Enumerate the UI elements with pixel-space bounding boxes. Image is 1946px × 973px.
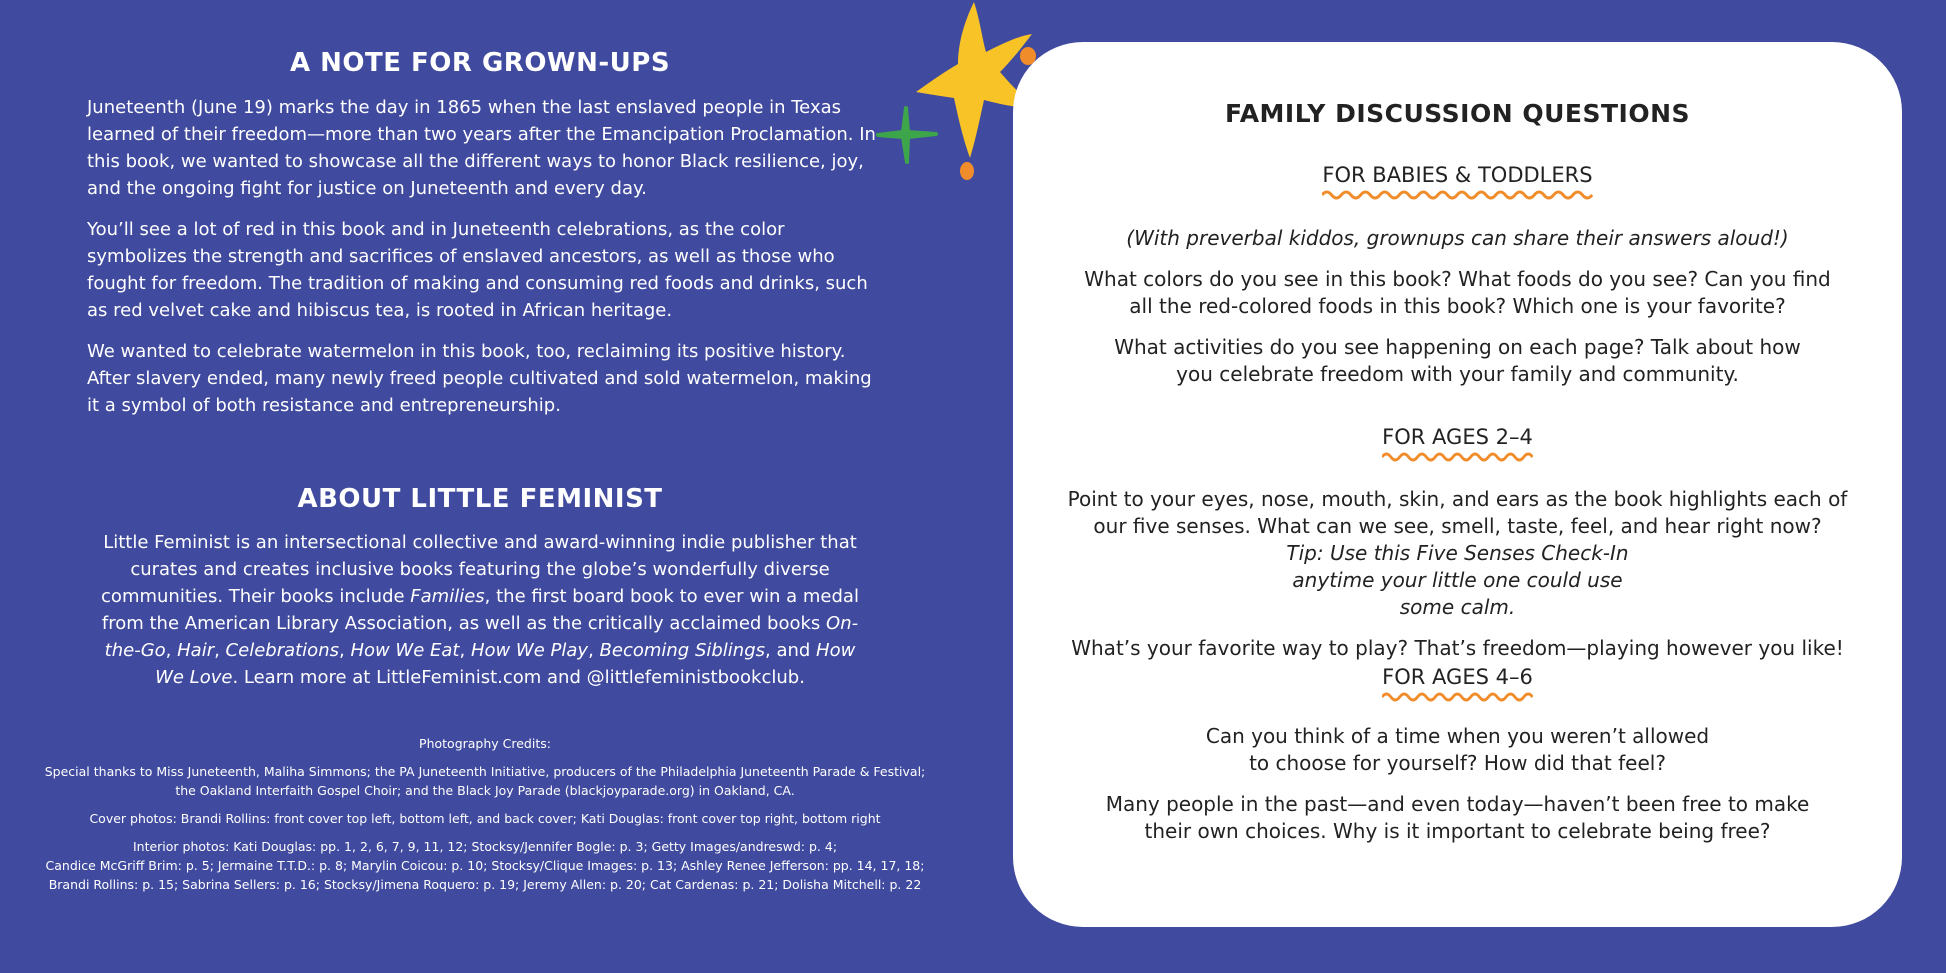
- left-column: [0, 0, 960, 973]
- ages-4-6-question-2: Many people in the past—and even today—haven’t been free to make their own choices. Why is it important to celebrate being free?: [1105, 792, 1810, 843]
- heading-text: FOR AGES 2–4: [1382, 425, 1533, 449]
- about-text: Little Feminist is an intersectional collective and award-winning indie publisher that curates and creates inclusive books featuring the globe’s wonderfully diverse communities. Their books include: [101, 532, 857, 607]
- book-title: How We Eat: [350, 640, 460, 661]
- babies-questions: [1043, 225, 1872, 388]
- credits-thanks: Special thanks to Miss Juneteenth, Maliha Simmons; the PA Juneteenth Initiative, producers of the Philadelphia Juneteenth Parade & Festival; the Oakland Interfaith Gospel Choir; and the Black Joy Parade (blackjoyparade.org) in Oakland, CA.: [44, 764, 926, 798]
- babies-question-2: What activities do you see happening on each page? Talk about how you celebrate freedom with your family and community.: [1114, 335, 1801, 386]
- ages-2-4-question-2: What’s your favorite way to play? That’s freedom—playing however you like!: [1071, 636, 1844, 660]
- babies-heading: [1322, 163, 1592, 197]
- ages-2-4-questions: [1043, 486, 1872, 662]
- about-text: , and: [765, 640, 817, 661]
- about-paragraph: [90, 529, 870, 691]
- ages-4-6-heading: [1382, 665, 1533, 699]
- separator: ,: [588, 640, 600, 661]
- credits-interior-line: Brandi Rollins: p. 15; Sabrina Sellers: p. 16; Stocksy/Jimena Roquero: p. 19; Jeremy Allen: p. 20; Cat Cardenas: p. 21; Dolisha Mitchell: p. 22: [48, 877, 922, 892]
- ages-4-6-questions: [1043, 723, 1872, 845]
- about-text: . Learn more at LittleFeminist.com and @littlefeministbookclub.: [232, 667, 805, 688]
- book-title: On-the-Go: [104, 613, 859, 661]
- credits-interior-line: Candice McGriff Brim: p. 5; Jermaine T.T.D.: p. 8; Marylin Coicou: p. 10; Stocksy/Clique Images: p. 13; Ashley Renee Jefferson: pp. 14, 17, 18;: [45, 858, 925, 873]
- heading-text: FOR AGES 4–6: [1382, 665, 1533, 689]
- about-title: ABOUT LITTLE FEMINIST: [297, 484, 663, 514]
- note-title: A NOTE FOR GROWN-UPS: [289, 48, 671, 78]
- babies-question-1: What colors do you see in this book? What foods do you see? Can you find all the red-colored foods in this book? Which one is your favorite?: [1084, 267, 1831, 318]
- book-title: How We Play: [470, 640, 589, 661]
- credits-heading: Photography Credits:: [419, 736, 551, 751]
- about-body: [90, 529, 870, 691]
- ages-2-4-heading-wrap: [1013, 425, 1902, 459]
- credits-interior-line: Interior photos: Kati Douglas: pp. 1, 2, 6, 7, 9, 11, 12; Stocksy/Jennifer Bogle: p. 3; Getty Images/andreswd: p. 4;: [132, 839, 838, 854]
- credits-cover: Cover photos: Brandi Rollins: front cover top left, bottom left, and back cover; Kati Douglas: front cover top right, bottom right: [89, 811, 881, 826]
- note-paragraph-2: You’ll see a lot of red in this book and in Juneteenth celebrations, as the color symbolizes the strength and sacrifices of enslaved ancestors, as well as those who fought for freedom. The tradition of making and consuming red foods and drinks, such as red velvet cake and hibiscus tea, is rooted in African heritage.: [87, 219, 868, 321]
- babies-note: (With preverbal kiddos, grownups can share their answers aloud!): [1126, 226, 1789, 250]
- discussion-card: [1013, 42, 1902, 927]
- separator: ,: [338, 640, 351, 661]
- squiggle-underline: [1382, 691, 1533, 703]
- book-title: How We Love: [155, 640, 856, 688]
- separator: ,: [459, 640, 471, 661]
- note-body: [87, 94, 877, 433]
- separator: ,: [165, 640, 178, 661]
- heading-text: FOR BABIES & TODDLERS: [1322, 163, 1593, 187]
- ages-2-4-tip: Tip: Use this Five Senses Check-In anytime your little one could use some calm.: [1286, 541, 1629, 619]
- sparkle-icon: [876, 106, 938, 164]
- squiggle-underline: [1322, 189, 1592, 201]
- photo-credits: [40, 734, 930, 903]
- ages-2-4-heading: [1382, 425, 1533, 459]
- ages-2-4-question-1: Point to your eyes, nose, mouth, skin, and ears as the book highlights each of our five senses. What can we see, smell, taste, feel, and hear right now?: [1067, 487, 1848, 538]
- note-paragraph-1: Juneteenth (June 19) marks the day in 1865 when the last enslaved people in Texas learned of their freedom—more than two years after the Emancipation Proclamation. In this book, we wanted to showcase all the different ways to honor Black resilience, joy, and the ongoing fight for justice on Juneteenth and every day.: [87, 97, 876, 199]
- about-text: , the first board book to ever win a medal from the American Library Association, as well as the critically acclaimed books: [101, 586, 859, 634]
- ages-4-6-heading-wrap: [1013, 665, 1902, 699]
- book-title: Families: [410, 586, 485, 607]
- note-paragraph-3: We wanted to celebrate watermelon in this book, too, reclaiming its positive history. After slavery ended, many newly freed people cultivated and sold watermelon, making it a symbol of both resistance and entrepreneurship.: [87, 341, 872, 416]
- ages-4-6-question-1: Can you think of a time when you weren’t allowed to choose for yourself? How did that feel?: [1205, 724, 1710, 775]
- separator: ,: [214, 640, 226, 661]
- discussion-title: FAMILY DISCUSSION QUESTIONS: [1224, 99, 1691, 128]
- book-title: Becoming Siblings: [599, 640, 766, 661]
- squiggle-underline: [1382, 451, 1533, 463]
- book-title: Celebrations: [225, 640, 339, 661]
- babies-heading-wrap: [1013, 163, 1902, 197]
- dot-icon: [957, 160, 977, 182]
- book-title: Hair: [177, 640, 215, 661]
- credits-interior: [40, 837, 930, 894]
